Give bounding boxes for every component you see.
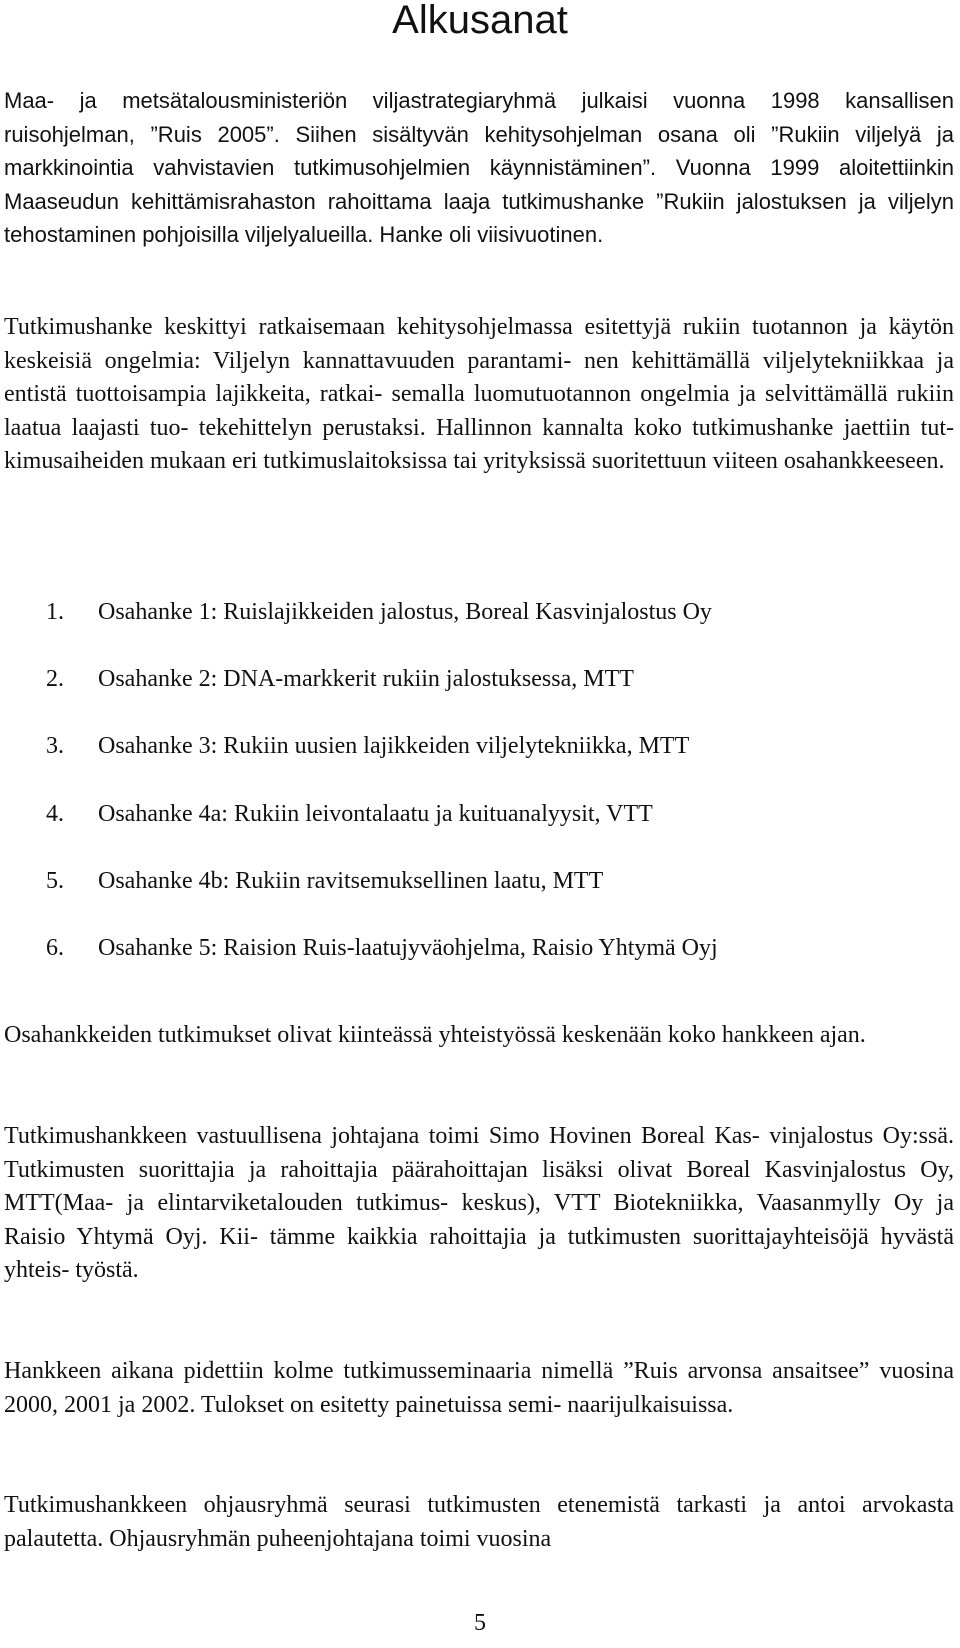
- subproject-list: [46, 600, 718, 1003]
- list-item-number: 2.: [46, 666, 64, 693]
- list-item-number: 4.: [46, 800, 64, 827]
- list-item-number: 3.: [46, 733, 64, 760]
- paragraph-acknowledgements: Tutkimushankkeen vastuullisena johtajana toimi Simo Hovinen Boreal Kas- vinjalostus Oy:ssä. Tutkimusten suorittajia ja rahoittajia päärahoittajan lisäksi olivat Boreal Kasvinjalostus Oy, MTT(Maa- ja elintarviketalouden tutkimus- keskus), VTT Biotekniikka, Vaasanmylly Oy ja Raisio Yhtymä Oyj. Kii- tämme kaikkia rahoittajia ja tutkimusten suorittajayhteisöjä hyvästä yhteis- työstä.: [4, 1123, 954, 1284]
- paragraph-project-focus: Tutkimushanke keskittyi ratkaisemaan kehitysohjelmassa esitettyjä rukiin tuotannon ja käytön keskeisiä ongelmia: Viljelyn kannattavuuden parantami- nen kehittämällä viljelytekniikkaa ja entistä tuottoisampia lajikkeita, ratkai- semalla luomutuotannon ongelmia ja selvittämällä rukiin laatua laajasti tuo- tekehittelyn perustaksi. Hallinnon kannalta koko tutkimushanke jaettiin tut- kimusaiheiden mukaan eri tutkimuslaitoksissa tai yrityksissä suoritettuun viiteen osahankkeeseen.: [4, 314, 954, 475]
- paragraph-cooperation: Osahankkeiden tutkimukset olivat kiinteässä yhteistyössä keskenään koko hankkeen ajan.: [4, 1022, 866, 1048]
- list-item-number: 5.: [46, 867, 64, 894]
- list-item-text: Osahanke 3: Rukiin uusien lajikkeiden viljelytekniikka, MTT: [98, 733, 690, 760]
- list-item-number: 6.: [46, 934, 64, 961]
- list-item-text: Osahanke 4b: Rukiin ravitsemuksellinen laatu, MTT: [98, 867, 604, 894]
- list-item-text: Osahanke 5: Raision Ruis-laatujyväohjelma, Raisio Yhtymä Oyj: [98, 934, 718, 961]
- list-item: [46, 734, 718, 801]
- list-item: [46, 667, 718, 734]
- page-number: 5: [474, 1610, 486, 1636]
- list-item: [46, 802, 718, 869]
- list-item-text: Osahanke 2: DNA-markkerit rukiin jalostuksessa, MTT: [98, 666, 634, 693]
- list-item-text: Osahanke 1: Ruislajikkeiden jalostus, Boreal Kasvinjalostus Oy: [98, 599, 712, 625]
- paragraph-seminars: Hankkeen aikana pidettiin kolme tutkimusseminaaria nimellä ”Ruis arvonsa ansaitsee” vuosina 2000, 2001 ja 2002. Tulokset on esitetty painetuissa semi- naarijulkaisuissa.: [4, 1358, 954, 1418]
- list-item-number: 1.: [46, 599, 64, 625]
- list-item: [46, 869, 718, 936]
- list-item-text: Osahanke 4a: Rukiin leivontalaatu ja kuituanalyysit, VTT: [98, 800, 653, 827]
- list-item: [46, 600, 718, 667]
- paragraph-intro: Maa- ja metsätalousministeriön viljastrategiaryhmä julkaisi vuonna 1998 kansallisen ruisohjelman, ”Ruis 2005”. Siihen sisältyvän kehitysohjelman osana oli ”Rukiin viljelyä ja markkinointia vahvistavien tutkimusohjelmien käynnistäminen”. Vuonna 1999 aloitettiinkin Maaseudun kehittämisrahaston rahoittama laaja tutkimushanke ”Rukiin jalostuksen ja viljelyn tehostaminen pohjoisilla viljelyalueilla. Hanke oli viisivuotinen.: [4, 88, 954, 248]
- page-title: Alkusanat: [392, 0, 568, 42]
- list-item: [46, 936, 718, 1003]
- paragraph-steering-group: Tutkimushankkeen ohjausryhmä seurasi tutkimusten etenemistä tarkasti ja antoi arvokasta palautetta. Ohjausryhmän puheenjohtajana toimi vuosina: [4, 1492, 954, 1552]
